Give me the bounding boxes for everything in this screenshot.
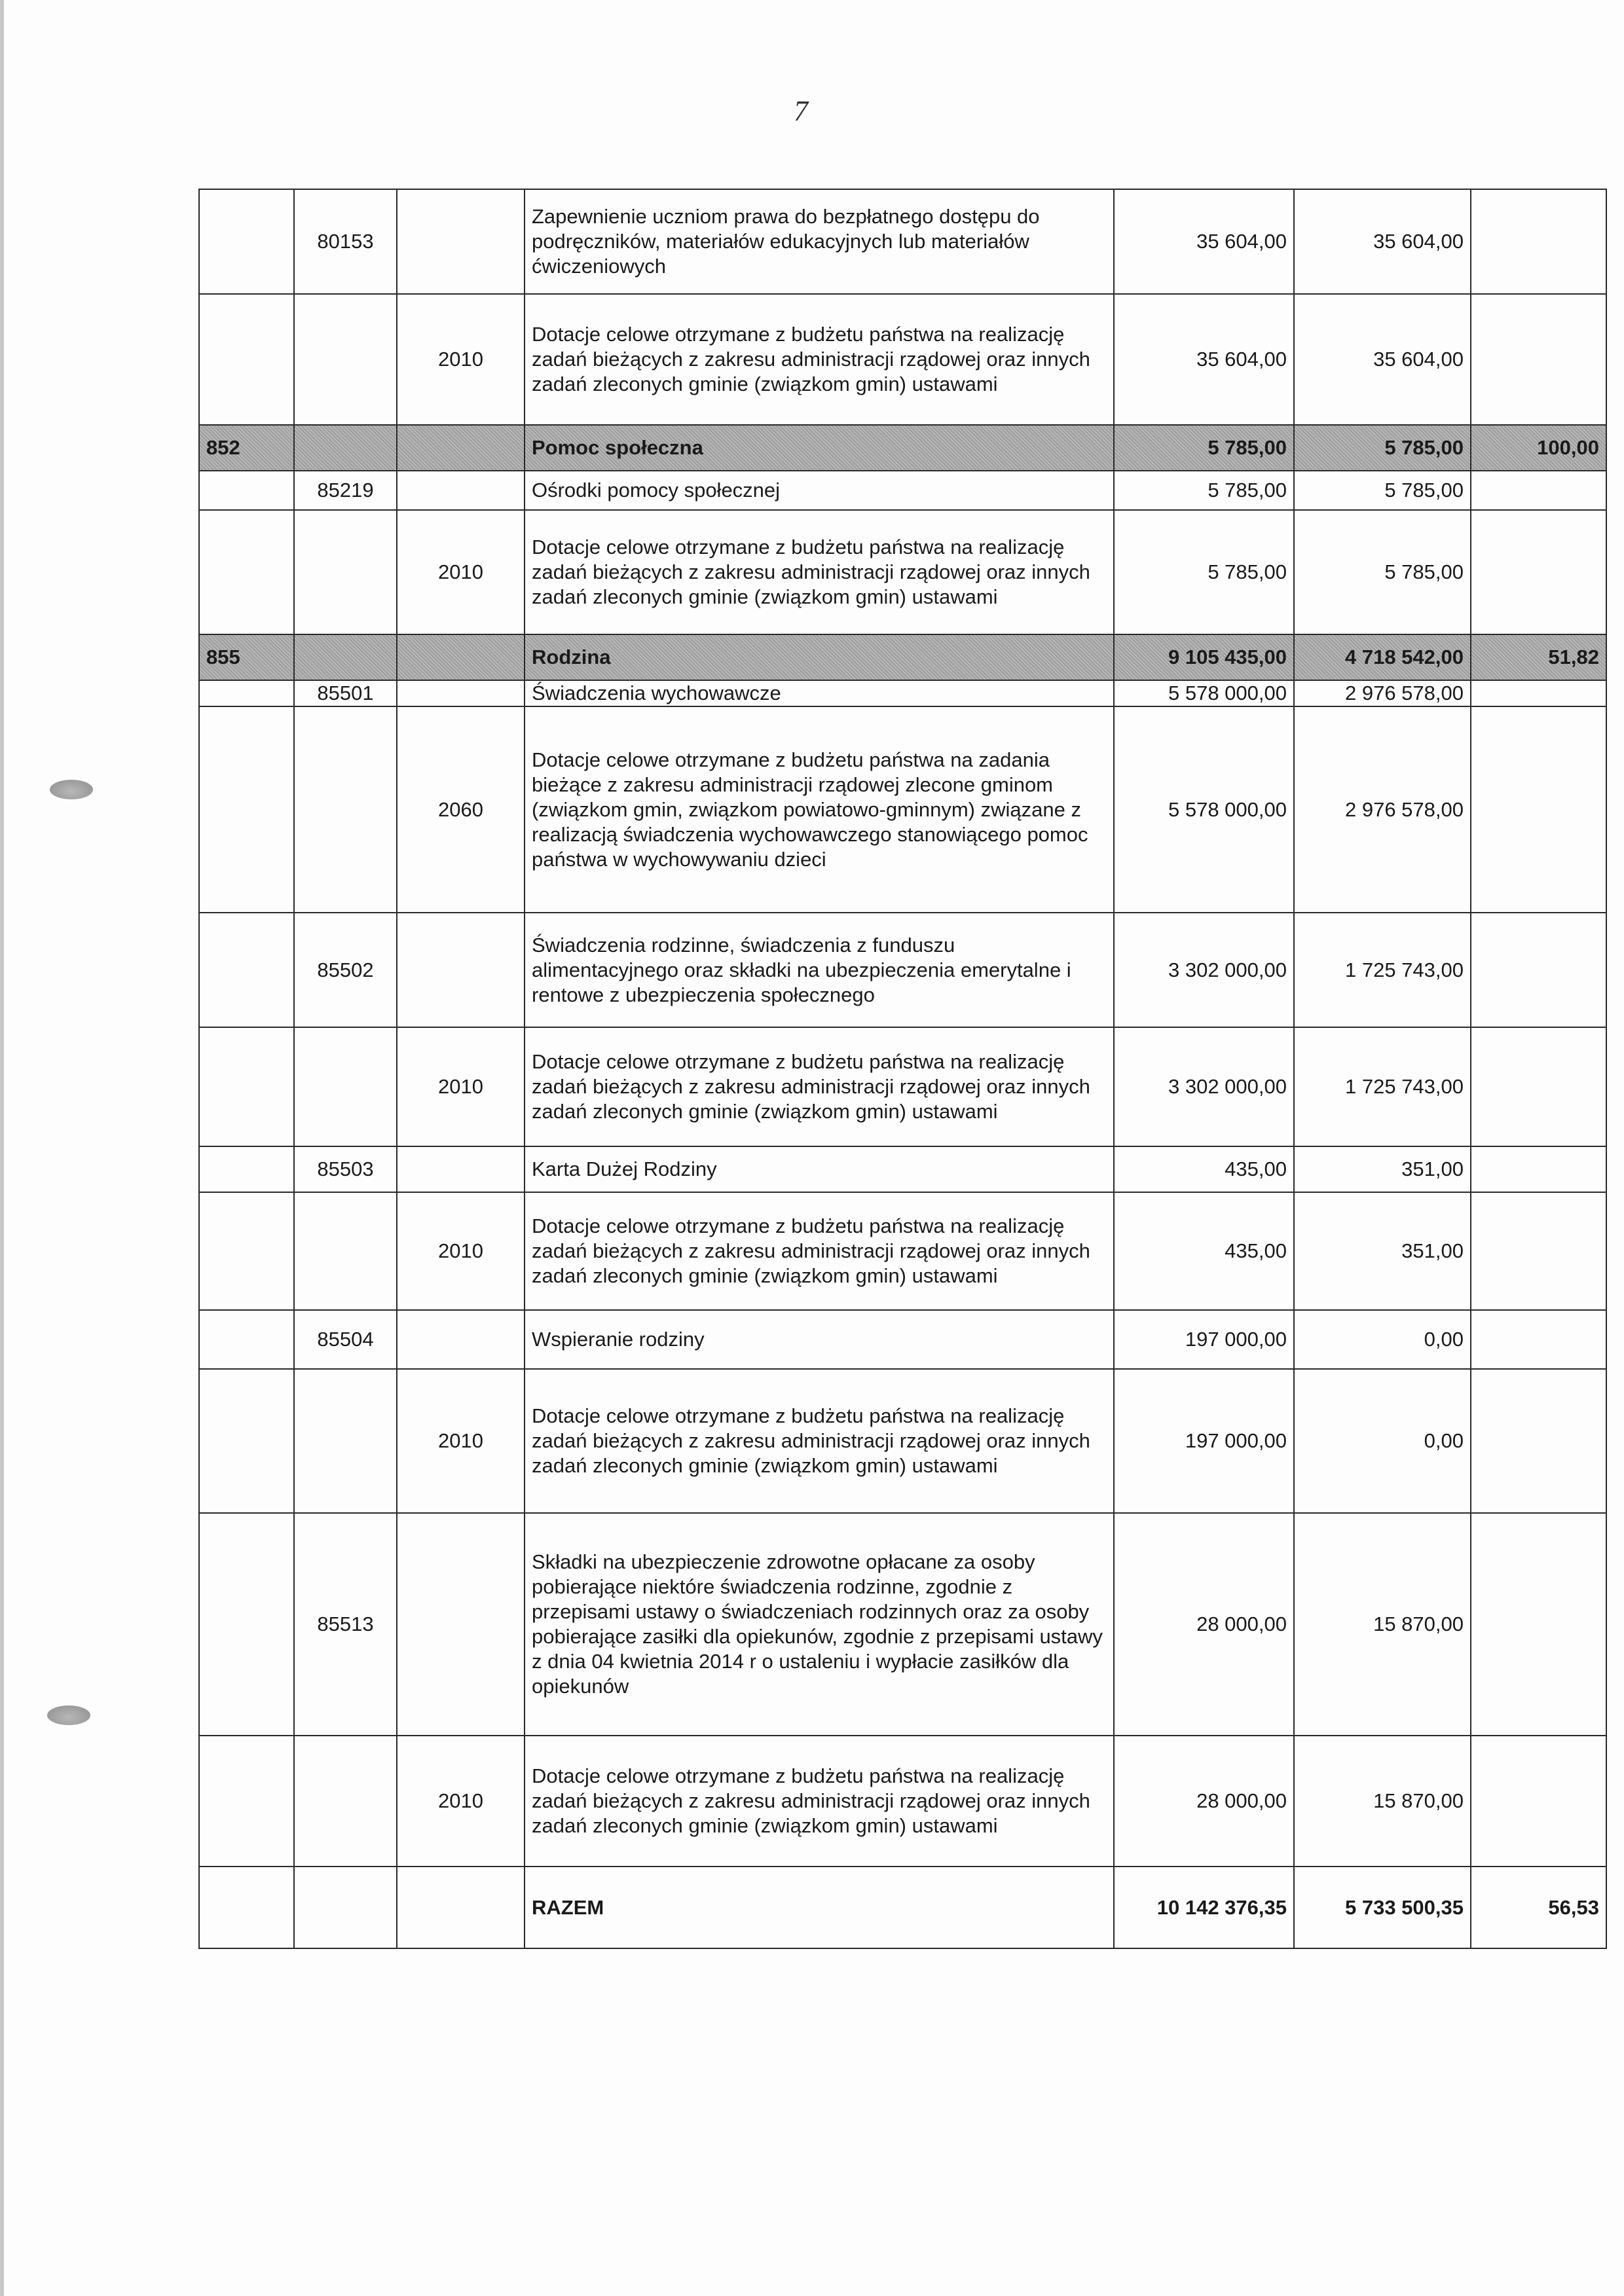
paragraf-cell	[397, 189, 525, 294]
plan-amount-cell: 435,00	[1114, 1146, 1294, 1192]
description-cell: Pomoc społeczna	[525, 425, 1114, 471]
percent-cell	[1471, 1369, 1606, 1513]
dzial-cell	[199, 1192, 294, 1310]
dzial-cell: 852	[199, 425, 294, 471]
paragraf-cell: 2060	[397, 706, 525, 913]
percent-cell	[1471, 471, 1606, 510]
paragraph-row	[199, 510, 1606, 634]
percent-cell	[1471, 1736, 1606, 1867]
executed-amount-cell: 35 604,00	[1294, 189, 1471, 294]
executed-amount-cell: 351,00	[1294, 1146, 1471, 1192]
executed-amount-cell: 4 718 542,00	[1294, 634, 1471, 680]
plan-amount-cell: 5 578 000,00	[1114, 706, 1294, 913]
page-number: 7	[794, 95, 808, 127]
rozdzial-cell: 85502	[294, 913, 397, 1027]
dzial-cell	[199, 706, 294, 913]
chapter-row	[199, 1513, 1606, 1736]
total-row	[199, 1867, 1606, 1948]
paragraf-cell: 2010	[397, 1736, 525, 1867]
chapter-row	[199, 189, 1606, 294]
description-cell: Składki na ubezpieczenie zdrowotne opłacane za osoby pobierające niektóre świadczenia rodzinne, zgodnie z przepisami ustawy o świadczeniach rodzinnych oraz za osoby pobierające zasiłki dla opiekunów, zgodnie z przepisami ustawy z dnia 04 kwietnia 2014 r o ustaleniu i wypłacie zasiłków dla opiekunów	[525, 1513, 1114, 1736]
percent-cell	[1471, 913, 1606, 1027]
rozdzial-cell	[294, 1736, 397, 1867]
percent-cell	[1471, 294, 1606, 425]
percent-cell	[1471, 706, 1606, 913]
rozdzial-cell	[294, 510, 397, 634]
rozdzial-cell: 85513	[294, 1513, 397, 1736]
paragraf-cell: 2010	[397, 1369, 525, 1513]
percent-cell	[1471, 1146, 1606, 1192]
paragraph-row	[199, 1027, 1606, 1146]
punch-hole-top	[50, 780, 93, 799]
description-cell: Rodzina	[525, 634, 1114, 680]
chapter-row	[199, 1310, 1606, 1369]
section-row	[199, 425, 1606, 471]
dzial-cell	[199, 1513, 294, 1736]
description-cell: Zapewnienie uczniom prawa do bezpłatnego dostępu do podręczników, materiałów edukacyjnych lub materiałów ćwiczeniowych	[525, 189, 1114, 294]
rozdzial-cell	[294, 1369, 397, 1513]
executed-amount-cell: 2 976 578,00	[1294, 706, 1471, 913]
dzial-cell	[199, 1027, 294, 1146]
description-cell: Dotacje celowe otrzymane z budżetu państwa na realizację zadań bieżących z zakresu administracji rządowej oraz innych zadań zleconych gminie (związkom gmin) ustawami	[525, 1192, 1114, 1310]
plan-amount-cell: 5 785,00	[1114, 510, 1294, 634]
plan-amount-cell: 35 604,00	[1114, 294, 1294, 425]
paragraph-row	[199, 1192, 1606, 1310]
scan-edge-shadow	[0, 0, 4, 2296]
paragraph-row	[199, 706, 1606, 913]
executed-amount-cell: 351,00	[1294, 1192, 1471, 1310]
rozdzial-cell: 85219	[294, 471, 397, 510]
plan-amount-cell: 35 604,00	[1114, 189, 1294, 294]
plan-amount-cell: 28 000,00	[1114, 1736, 1294, 1867]
rozdzial-cell: 80153	[294, 189, 397, 294]
executed-amount-cell: 15 870,00	[1294, 1736, 1471, 1867]
description-cell: Świadczenia wychowawcze	[525, 680, 1114, 706]
plan-amount-cell: 197 000,00	[1114, 1310, 1294, 1369]
description-cell: Świadczenia rodzinne, świadczenia z funduszu alimentacyjnego oraz składki na ubezpieczenia emerytalne i rentowe z ubezpieczenia społecznego	[525, 913, 1114, 1027]
paragraf-cell: 2010	[397, 1027, 525, 1146]
paragraf-cell: 2010	[397, 294, 525, 425]
rozdzial-cell	[294, 425, 397, 471]
punch-hole-bottom	[47, 1705, 90, 1725]
plan-amount-cell: 9 105 435,00	[1114, 634, 1294, 680]
percent-cell	[1471, 680, 1606, 706]
paragraf-cell	[397, 1867, 525, 1948]
paragraf-cell	[397, 425, 525, 471]
description-cell: Dotacje celowe otrzymane z budżetu państwa na zadania bieżące z zakresu administracji rządowej zlecone gminom (związkom gmin, związkom powiatowo-gminnym) związane z realizacją świadczenia wychowawczego stanowiącego pomoc państwa w wychowywaniu dzieci	[525, 706, 1114, 913]
percent-cell: 56,53	[1471, 1867, 1606, 1948]
rozdzial-cell	[294, 1027, 397, 1146]
plan-amount-cell: 5 785,00	[1114, 425, 1294, 471]
rozdzial-cell	[294, 1192, 397, 1310]
dzial-cell	[199, 189, 294, 294]
plan-amount-cell: 3 302 000,00	[1114, 913, 1294, 1027]
dzial-cell	[199, 294, 294, 425]
executed-amount-cell: 5 785,00	[1294, 471, 1471, 510]
description-cell: Dotacje celowe otrzymane z budżetu państwa na realizację zadań bieżących z zakresu administracji rządowej oraz innych zadań zleconych gminie (związkom gmin) ustawami	[525, 1736, 1114, 1867]
description-cell: Dotacje celowe otrzymane z budżetu państwa na realizację zadań bieżących z zakresu administracji rządowej oraz innych zadań zleconych gminie (związkom gmin) ustawami	[525, 510, 1114, 634]
percent-cell: 100,00	[1471, 425, 1606, 471]
executed-amount-cell: 5 785,00	[1294, 425, 1471, 471]
chapter-row	[199, 680, 1606, 706]
rozdzial-cell: 85503	[294, 1146, 397, 1192]
dzial-cell	[199, 680, 294, 706]
plan-amount-cell: 10 142 376,35	[1114, 1867, 1294, 1948]
percent-cell	[1471, 189, 1606, 294]
plan-amount-cell: 5 785,00	[1114, 471, 1294, 510]
percent-cell	[1471, 1310, 1606, 1369]
description-cell: Ośrodki pomocy społecznej	[525, 471, 1114, 510]
dzial-cell	[199, 1310, 294, 1369]
executed-amount-cell: 15 870,00	[1294, 1513, 1471, 1736]
dzial-cell	[199, 471, 294, 510]
paragraf-cell	[397, 471, 525, 510]
paragraph-row	[199, 1369, 1606, 1513]
description-cell: RAZEM	[525, 1867, 1114, 1948]
executed-amount-cell: 2 976 578,00	[1294, 680, 1471, 706]
dzial-cell	[199, 913, 294, 1027]
budget-table	[198, 189, 1607, 1949]
paragraf-cell	[397, 1310, 525, 1369]
description-cell: Dotacje celowe otrzymane z budżetu państwa na realizację zadań bieżących z zakresu administracji rządowej oraz innych zadań zleconych gminie (związkom gmin) ustawami	[525, 294, 1114, 425]
paragraph-row	[199, 1736, 1606, 1867]
chapter-row	[199, 471, 1606, 510]
paragraf-cell	[397, 1513, 525, 1736]
description-cell: Dotacje celowe otrzymane z budżetu państwa na realizację zadań bieżących z zakresu administracji rządowej oraz innych zadań zleconych gminie (związkom gmin) ustawami	[525, 1369, 1114, 1513]
paragraf-cell	[397, 913, 525, 1027]
paragraph-row	[199, 294, 1606, 425]
dzial-cell	[199, 1369, 294, 1513]
executed-amount-cell: 35 604,00	[1294, 294, 1471, 425]
section-row	[199, 634, 1606, 680]
percent-cell	[1471, 510, 1606, 634]
executed-amount-cell: 5 785,00	[1294, 510, 1471, 634]
chapter-row	[199, 1146, 1606, 1192]
rozdzial-cell	[294, 634, 397, 680]
description-cell: Wspieranie rodziny	[525, 1310, 1114, 1369]
rozdzial-cell: 85504	[294, 1310, 397, 1369]
plan-amount-cell: 5 578 000,00	[1114, 680, 1294, 706]
dzial-cell	[199, 1736, 294, 1867]
plan-amount-cell: 435,00	[1114, 1192, 1294, 1310]
paragraf-cell: 2010	[397, 510, 525, 634]
paragraf-cell	[397, 634, 525, 680]
plan-amount-cell: 28 000,00	[1114, 1513, 1294, 1736]
executed-amount-cell: 0,00	[1294, 1369, 1471, 1513]
percent-cell	[1471, 1513, 1606, 1736]
rozdzial-cell	[294, 706, 397, 913]
paragraf-cell: 2010	[397, 1192, 525, 1310]
percent-cell: 51,82	[1471, 634, 1606, 680]
executed-amount-cell: 1 725 743,00	[1294, 1027, 1471, 1146]
dzial-cell	[199, 1867, 294, 1948]
plan-amount-cell: 3 302 000,00	[1114, 1027, 1294, 1146]
executed-amount-cell: 0,00	[1294, 1310, 1471, 1369]
rozdzial-cell	[294, 1867, 397, 1948]
paragraf-cell	[397, 1146, 525, 1192]
executed-amount-cell: 5 733 500,35	[1294, 1867, 1471, 1948]
plan-amount-cell: 197 000,00	[1114, 1369, 1294, 1513]
chapter-row	[199, 913, 1606, 1027]
rozdzial-cell: 85501	[294, 680, 397, 706]
rozdzial-cell	[294, 294, 397, 425]
executed-amount-cell: 1 725 743,00	[1294, 913, 1471, 1027]
paragraf-cell	[397, 680, 525, 706]
dzial-cell	[199, 510, 294, 634]
percent-cell	[1471, 1192, 1606, 1310]
description-cell: Karta Dużej Rodziny	[525, 1146, 1114, 1192]
dzial-cell	[199, 1146, 294, 1192]
dzial-cell: 855	[199, 634, 294, 680]
description-cell: Dotacje celowe otrzymane z budżetu państwa na realizację zadań bieżących z zakresu administracji rządowej oraz innych zadań zleconych gminie (związkom gmin) ustawami	[525, 1027, 1114, 1146]
percent-cell	[1471, 1027, 1606, 1146]
